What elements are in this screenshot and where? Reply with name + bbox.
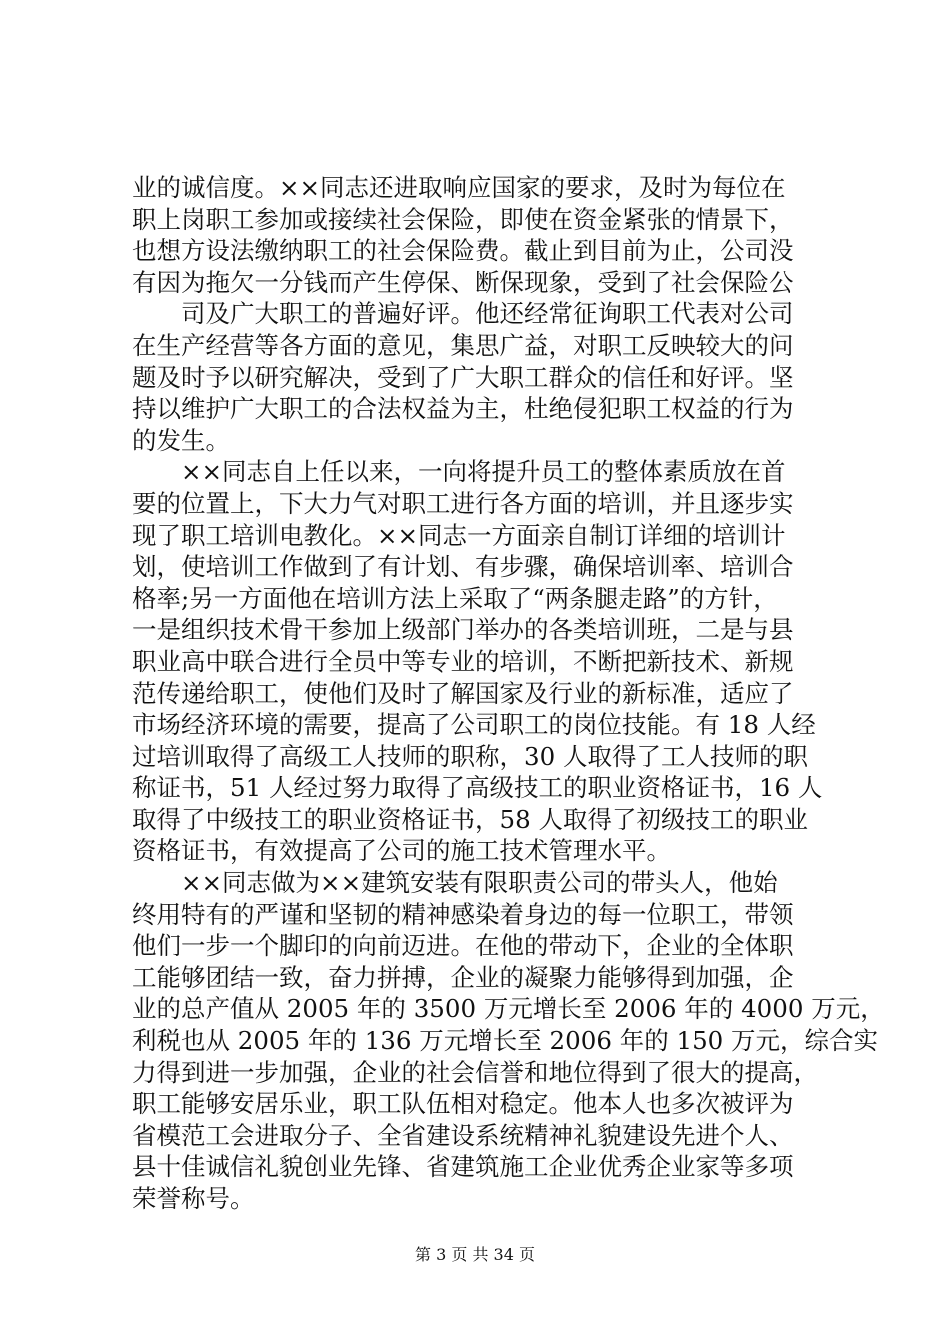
- text-line: 的发生。: [132, 425, 230, 455]
- text-line: 职业高中联合进行全员中等专业的培训，不断把新技术、新规: [132, 646, 794, 676]
- text-line: 工能够团结一致，奋力拼搏，企业的凝聚力能够得到加强，企: [132, 962, 794, 992]
- text-line: 持以维护广大职工的合法权益为主，杜绝侵犯职工权益的行为: [132, 394, 794, 424]
- text-line: 范传递给职工，使他们及时了解国家及行业的新标准，适应了: [132, 678, 794, 708]
- text-line: 县十佳诚信礼貌创业先锋、省建筑施工企业优秀企业家等多项: [132, 1152, 794, 1182]
- text-line: 职上岗职工参加或接续社会保险，即使在资金紧张的情景下，: [132, 204, 794, 234]
- text-line: 他们一步一个脚印的向前迈进。在他的带动下，企业的全体职: [132, 931, 794, 961]
- text-line: 格率;另一方面他在培训方法上采取了“两条腿走路”的方针，: [132, 583, 778, 613]
- body-text: [132, 172, 885, 1215]
- text-line: 荣誉称号。: [132, 1184, 255, 1213]
- text-line: 市场经济环境的需要，提高了公司职工的岗位技能。有 18 人经: [132, 710, 816, 740]
- text-line: 划，使培训工作做到了有计划、有步骤，确保培训率、培训合: [132, 552, 794, 582]
- text-line: 现了职工培训电教化。××同志一方面亲自制订详细的培训计: [132, 520, 786, 550]
- text-line: ××同志做为××建筑安装有限职责公司的带头人，他始: [181, 868, 778, 898]
- text-line: 资格证书，有效提高了公司的施工技术管理水平。: [132, 836, 671, 866]
- text-line: 称证书，51 人经过努力取得了高级技工的职业资格证书，16 人: [132, 773, 823, 803]
- text-line: 业的总产值从 2005 年的 3500 万元增长至 2006 年的 4000 万元，: [132, 994, 885, 1024]
- text-line: 题及时予以研究解决，受到了广大职工群众的信任和好评。坚: [132, 362, 794, 392]
- text-line: 在生产经营等各方面的意见，集思广益，对职工反映较大的问: [132, 330, 794, 360]
- text-line: 取得了中级技工的职业资格证书，58 人取得了初级技工的职业: [132, 804, 808, 834]
- text-line: 业的诚信度。××同志还进取响应国家的要求，及时为每位在: [132, 173, 786, 202]
- text-line: 司及广大职工的普遍好评。他还经常征询职工代表对公司: [181, 299, 794, 329]
- text-line: 一是组织技术骨干参加上级部门举办的各类培训班，二是与县: [132, 615, 794, 645]
- text-line: 有因为拖欠一分钱而产生停保、断保现象，受到了社会保险公: [132, 267, 794, 297]
- text-line: 力得到进一步加强，企业的社会信誉和地位得到了很大的提高，: [132, 1057, 818, 1087]
- text-line: 过培训取得了高级工人技师的职称，30 人取得了工人技师的职: [132, 741, 808, 771]
- text-line: 终用特有的严谨和坚韧的精神感染着身边的每一位职工，带领: [132, 899, 794, 929]
- text-line: 省模范工会进取分子、全省建设系统精神礼貌建设先进个人、: [132, 1120, 794, 1150]
- text-line: 要的位置上，下大力气对职工进行各方面的培训，并且逐步实: [132, 488, 794, 518]
- page-footer: 第 3 页 共 34 页: [415, 1245, 535, 1264]
- text-line: 职工能够安居乐业，职工队伍相对稳定。他本人也多次被评为: [132, 1089, 794, 1119]
- text-line: ××同志自上任以来，一向将提升员工的整体素质放在首: [181, 457, 786, 487]
- text-line: 利税也从 2005 年的 136 万元增长至 2006 年的 150 万元，综合实: [132, 1026, 879, 1056]
- text-line: 也想方设法缴纳职工的社会保险费。截止到目前为止，公司没: [132, 236, 794, 266]
